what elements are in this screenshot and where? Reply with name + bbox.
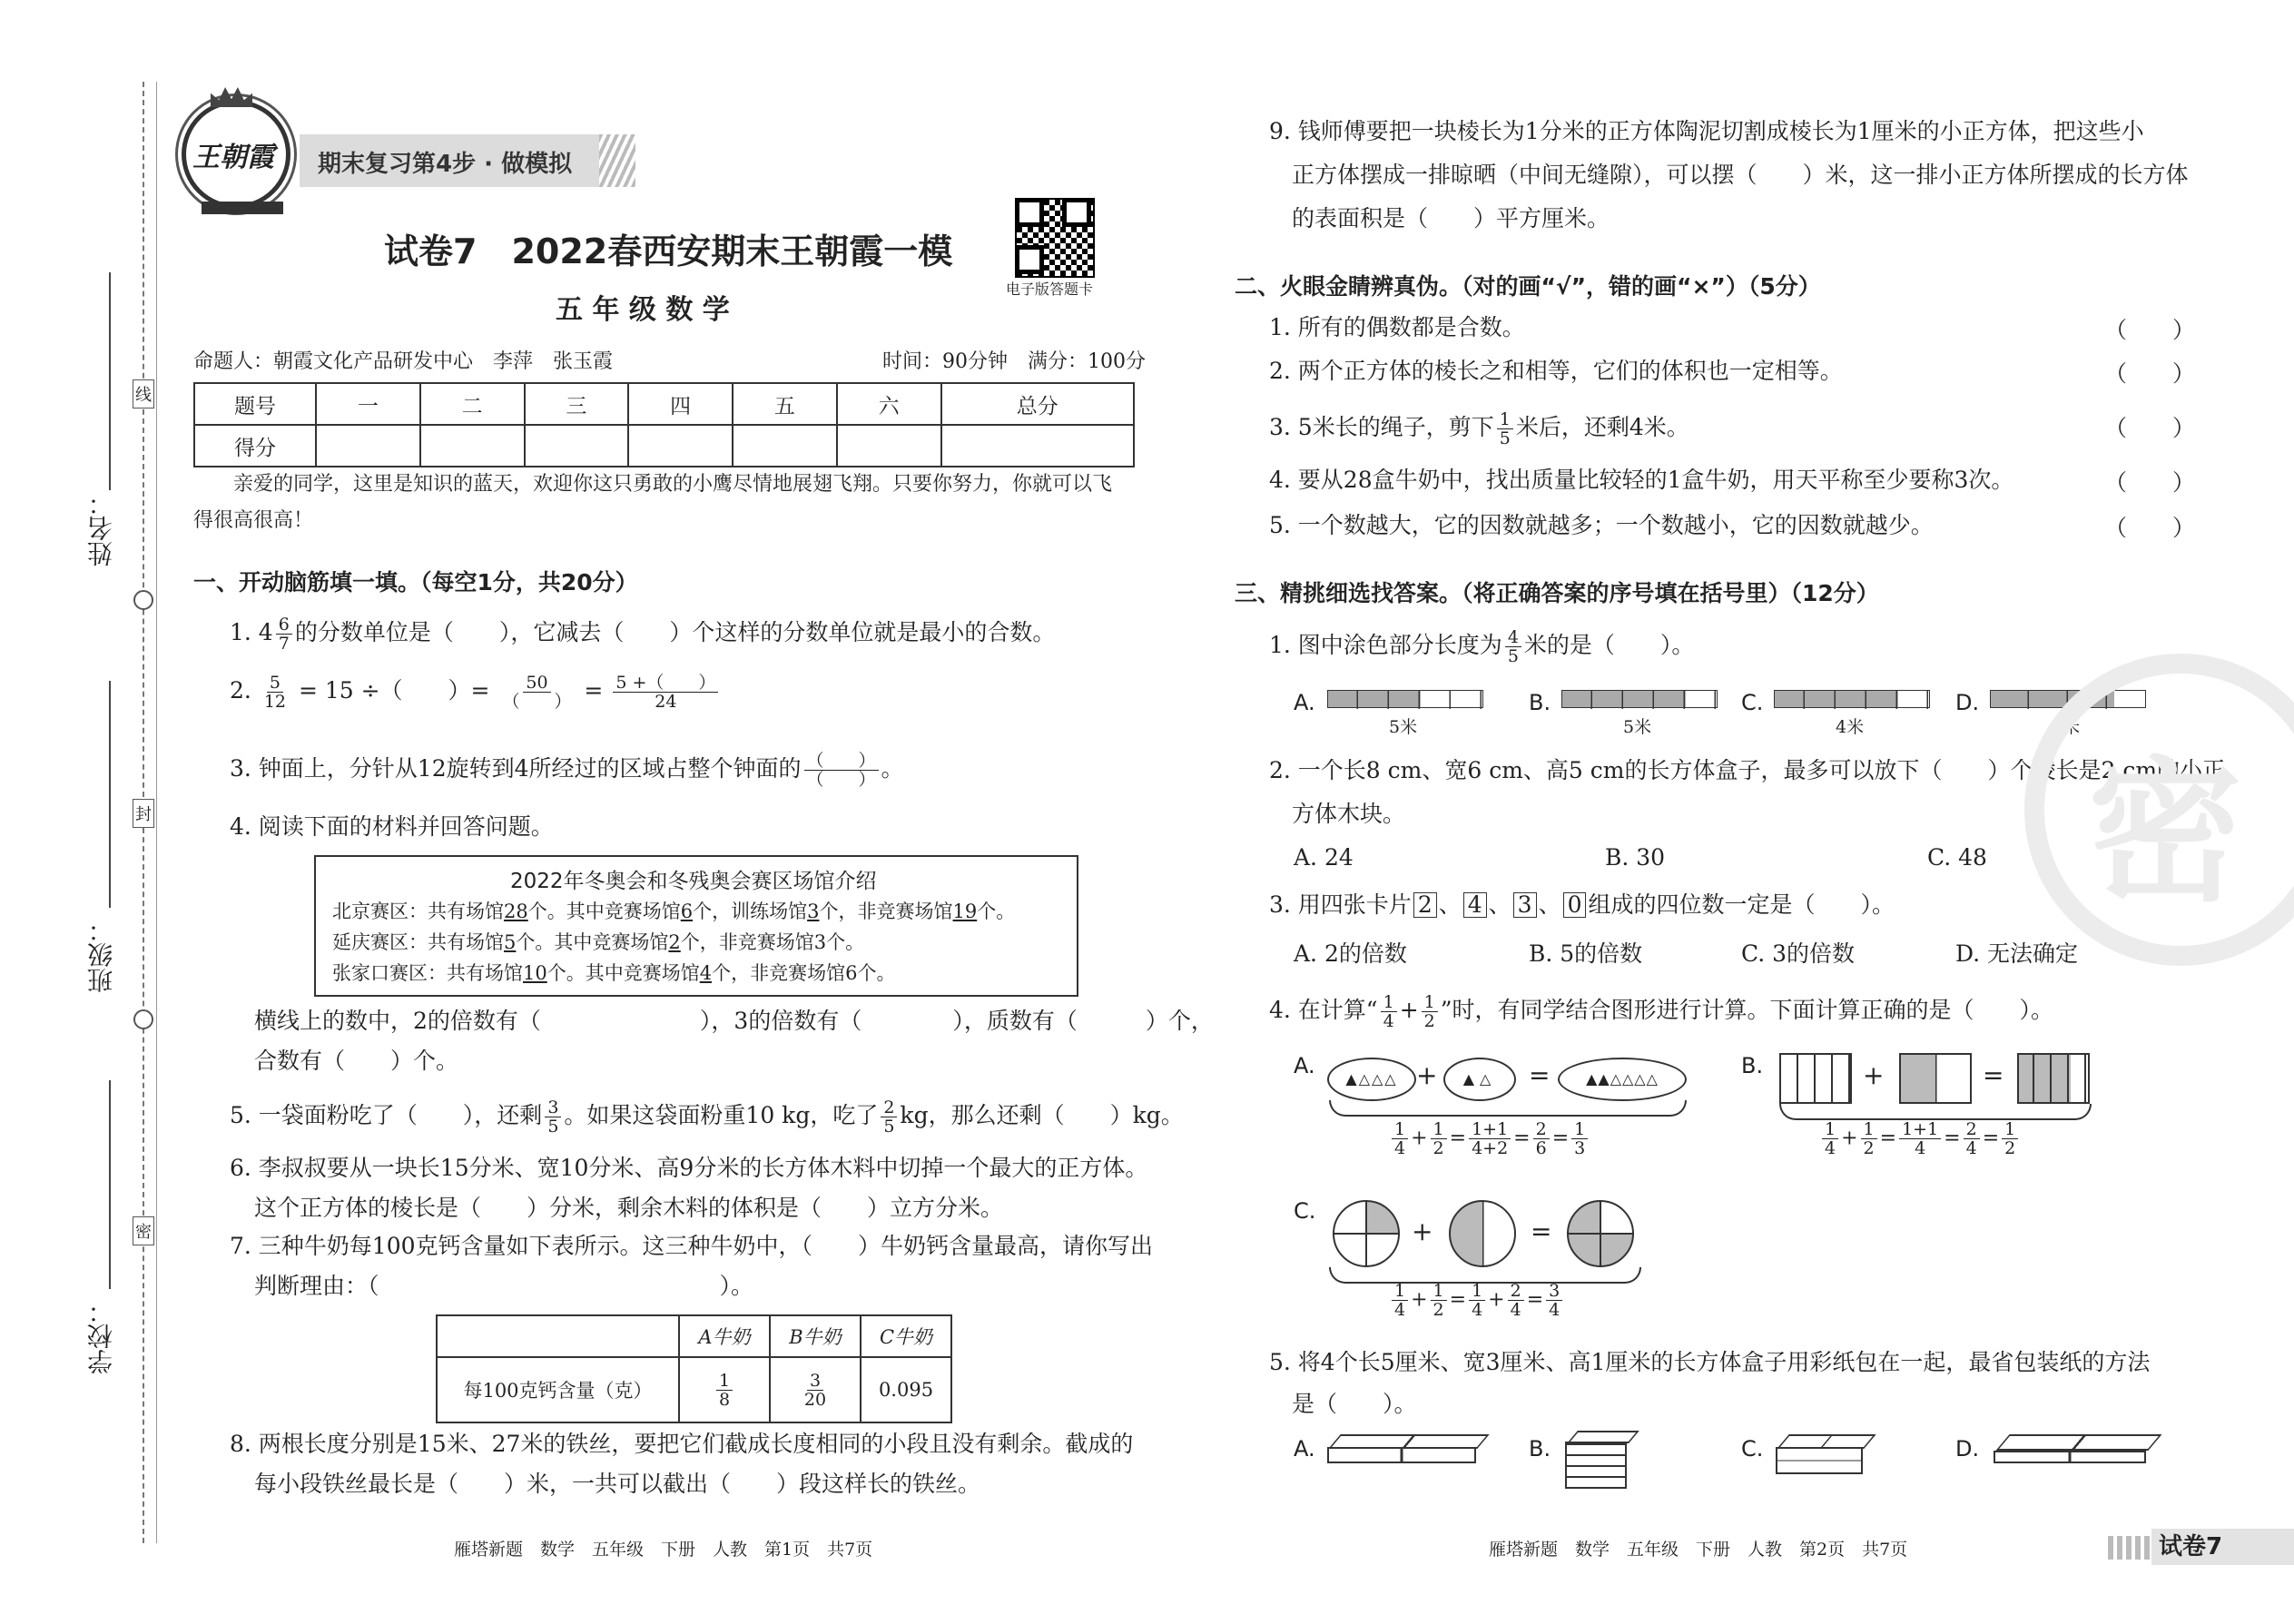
s3q1-opt-c-label: C. bbox=[1741, 690, 1764, 715]
logo-text: 王朝霞 bbox=[192, 142, 274, 173]
card-4: 0 bbox=[1563, 892, 1587, 918]
s1-q8a: 8. 两根长度分别是15米、27米的铁丝，要把它们截成长度相同的小段且没有剩余。截成的 bbox=[230, 1431, 1134, 1457]
s3q1-opt-a-label: A. bbox=[1294, 690, 1315, 715]
s1-q7a: 7. 三种牛奶每100克钙含量如下表所示。这三种牛奶中，（ ）牛奶钙含量最高，请你写出 bbox=[230, 1233, 1154, 1259]
s3-q2b: 方体木块。 bbox=[1292, 801, 1406, 827]
intro-line-1: 亲爱的同学，这里是知识的蓝天，欢迎你这只勇敢的小鹰尽情地展翅飞翔。只要你努力，你就可以飞 bbox=[233, 473, 1113, 496]
s1-q2: 2. $\frac{5}{12}$ = 15 ÷（ ）= $\frac{50}{( )}$ = $\frac{5 +( )}{24}$ bbox=[230, 674, 721, 711]
bar-ticks bbox=[1327, 690, 1482, 709]
intro-line-2: 得很高很高！ bbox=[193, 509, 314, 532]
s1-q6b: 这个正方体的棱长是（ ）分米，剩余木料的体积是（ ）立方分米。 bbox=[254, 1195, 1004, 1221]
qr-finder-tr bbox=[1062, 198, 1091, 227]
s2-q1: 1. 所有的偶数都是合数。 bbox=[1269, 314, 1525, 340]
s2-q5: 5. 一个数越大，它的因数就越多；一个数越小，它的因数就越少。 bbox=[1269, 512, 1934, 538]
oval-a1: ▲△△△ bbox=[1327, 1058, 1416, 1101]
name-field[interactable] bbox=[109, 272, 111, 490]
milk-value-row bbox=[437, 1357, 951, 1422]
s3q4-b-eq: $\frac{1}{4}$ + $\frac{1}{2}$ = $\frac{1+1}{4}$ = $\frac{2}{4}$ = $\frac{1}{2}$ bbox=[1819, 1120, 2021, 1157]
section3-heading: 三、精挑细选找答案。（将正确答案的序号填在括号里）（12分） bbox=[1235, 580, 1879, 606]
judge-answer[interactable]: （ ） bbox=[2104, 317, 2196, 343]
score-table bbox=[193, 382, 1135, 468]
qr-finder-bl bbox=[1015, 245, 1044, 274]
s3-q3-opt-b[interactable]: B. 5的倍数 bbox=[1529, 940, 1643, 967]
judge-answer[interactable]: （ ） bbox=[2104, 469, 2196, 496]
circle-c3-cross bbox=[1567, 1200, 1634, 1267]
equals-icon: = bbox=[1983, 1060, 2004, 1090]
score-input[interactable] bbox=[733, 425, 837, 467]
s3q4-opt-a-label: A. bbox=[1294, 1053, 1315, 1078]
exam-title: 试卷7 2022春西安期末王朝霞一模 bbox=[384, 231, 953, 271]
s3-q2-opt-a[interactable]: A. 24 bbox=[1294, 844, 1354, 871]
s3q1-unit-c: 4米 bbox=[1836, 717, 1865, 737]
logo-crown-icon bbox=[211, 87, 252, 107]
seal-char-secret: 密 bbox=[133, 1216, 154, 1245]
s3-q3-lead: 3. 用四张卡片 bbox=[1269, 891, 1412, 918]
venue-line-3: 张家口赛区：共有场馆10个。其中竞赛场馆4个，非竞赛场馆6个。 bbox=[332, 962, 896, 984]
score-label: 得分 bbox=[194, 425, 316, 467]
s3q4-a-eq: $\frac{1}{4}$ + $\frac{1}{2}$ = $\frac{1+1}{4+2}$ = $\frac{2}{6}$ = $\frac{1}{3}$ bbox=[1389, 1120, 1590, 1157]
milk-header: A牛奶 bbox=[679, 1315, 770, 1357]
score-input[interactable] bbox=[941, 425, 1135, 467]
score-cell: 总分 bbox=[941, 383, 1135, 425]
circle-c1-cross bbox=[1333, 1200, 1400, 1267]
box-b-front bbox=[1565, 1442, 1627, 1489]
plus-icon: + bbox=[1416, 1060, 1438, 1090]
bar-ticks bbox=[1561, 690, 1716, 709]
watermark-seal-char: 密 bbox=[2088, 743, 2243, 923]
s3q5-opt-b-label: B. bbox=[1529, 1436, 1551, 1462]
name-label: 姓名： bbox=[86, 490, 116, 566]
s2-q4: 4. 要从28盒牛奶中，找出质量比较轻的1盒牛奶，用天平称至少要称3次。 bbox=[1269, 467, 2014, 493]
score-input[interactable] bbox=[420, 425, 525, 467]
score-cell: 二 bbox=[420, 383, 525, 425]
exam-subtitle: 五 年 级 数 学 bbox=[556, 294, 730, 326]
time-score: 时间：90分钟 满分：100分 bbox=[882, 350, 1146, 373]
judge-answer[interactable]: （ ） bbox=[2104, 415, 2196, 441]
s3q1-unit-b: 5米 bbox=[1623, 717, 1652, 737]
class-label: 班级： bbox=[86, 917, 116, 993]
score-input[interactable] bbox=[837, 425, 941, 467]
score-cell: 一 bbox=[316, 383, 420, 425]
rect-b3-lines bbox=[2017, 1053, 2090, 1104]
s3q4-c-eq: $\frac{1}{4}$ + $\frac{1}{2}$ = $\frac{1}{4}$ + $\frac{2}{4}$ = $\frac{3}{4}$ bbox=[1389, 1282, 1565, 1319]
score-input[interactable] bbox=[628, 425, 733, 467]
s3q1-unit-d: 4米 bbox=[2052, 717, 2081, 737]
s3-q4: 4. 在计算“ $\frac{1}{4}$ + $\frac{1}{2}$ ”时，有同学结合图形进行计算。下面计算正确的是（ ）。 bbox=[1269, 992, 2054, 1031]
s3q1-unit-a: 5米 bbox=[1389, 717, 1418, 737]
score-cell: 五 bbox=[733, 383, 837, 425]
brace-b bbox=[1779, 1104, 2092, 1120]
section1-heading: 一、开动脑筋填一填。（每空1分，共20分） bbox=[193, 569, 638, 595]
seal-char-line: 线 bbox=[133, 379, 154, 408]
milk-header: B牛奶 bbox=[770, 1315, 861, 1357]
score-cell: 四 bbox=[628, 383, 733, 425]
equals-icon: = bbox=[1531, 1216, 1552, 1246]
school-field[interactable] bbox=[109, 1080, 111, 1289]
rect-b2 bbox=[1899, 1053, 1972, 1104]
bar-ticks bbox=[1774, 690, 1928, 709]
banner-text: 期末复习第4步 · 做模拟 bbox=[318, 151, 573, 178]
qr-label: 电子版答题卡 bbox=[1006, 281, 1094, 298]
score-value-row bbox=[194, 425, 1134, 467]
s3-q3-opt-d[interactable]: D. 无法确定 bbox=[1955, 940, 2079, 967]
banner-stripes bbox=[599, 134, 635, 187]
rect-b1 bbox=[1779, 1053, 1852, 1104]
r-q9c: 的表面积是（ ）平方厘米。 bbox=[1292, 205, 1610, 231]
binding-solid-line bbox=[156, 82, 157, 1543]
r-q9b: 正方体摆成一排晾晒（中间无缝隙），可以摆（ ）米，这一排小正方体所摆成的长方体 bbox=[1292, 162, 2189, 188]
score-cell: 三 bbox=[525, 383, 629, 425]
s3-q2-opt-c[interactable]: C. 48 bbox=[1927, 844, 1987, 871]
score-cell: 六 bbox=[837, 383, 941, 425]
venue-box-title: 2022年冬奥会和冬残奥会赛区场馆介绍 bbox=[510, 870, 877, 893]
s3q4-opt-b-label: B. bbox=[1741, 1053, 1764, 1078]
s3q5-opt-c-label: C. bbox=[1741, 1436, 1764, 1462]
s3-q3-opt-a[interactable]: A. 2的倍数 bbox=[1294, 940, 1407, 967]
score-input[interactable] bbox=[525, 425, 629, 467]
section2-heading: 二、火眼金睛辨真伪。（对的画“√”，错的画“×”）（5分） bbox=[1235, 273, 1821, 300]
box-c-front bbox=[1776, 1447, 1863, 1474]
box-d-front bbox=[1994, 1451, 2146, 1463]
s2-q2: 2. 两个正方体的棱长之和相等，它们的体积也一定相等。 bbox=[1269, 358, 1843, 384]
s1-q1: 1. 4 $\frac{6}{7}$ 的分数单位是（ ），它减去（ ）个这样的分数单位就是最小的合数。 bbox=[230, 615, 1056, 654]
binding-circle-2 bbox=[133, 1009, 153, 1029]
s1-q6a: 6. 李叔叔要从一块长15分米、宽10分米、高9分米的长方体木料中切掉一个最大的正方体。 bbox=[230, 1155, 1148, 1181]
s1-q7b: 判断理由：（ ）。 bbox=[254, 1273, 754, 1299]
score-cell: 题号 bbox=[194, 383, 316, 425]
binding-circle-1 bbox=[133, 590, 153, 610]
s1-q5: 5. 一袋面粉吃了（ ），还剩 $\frac{3}{5}$ 。如果这袋面粉重10 kg，吃了 $\frac{2}{5}$ kg，那么还剩（ ）kg。 bbox=[230, 1097, 1184, 1137]
venue-line-1: 北京赛区：共有场馆28个。其中竞赛场馆6个，训练场馆3个，非竞赛场馆19个。 bbox=[332, 901, 1016, 922]
s3-q3: 3. 用四张卡片 2 、 4 、 3 、 0 组成的四位数一定是（ ）。 bbox=[1269, 891, 1895, 918]
score-input[interactable] bbox=[316, 425, 420, 467]
card-1: 2 bbox=[1413, 892, 1437, 918]
s3-q3-tail: 组成的四位数一定是（ ）。 bbox=[1588, 891, 1895, 918]
milk-table bbox=[436, 1314, 952, 1423]
oval-a2: ▲△ bbox=[1443, 1058, 1516, 1101]
s1-q4-answer-b: 合数有（ ）个。 bbox=[254, 1048, 459, 1074]
s3-q5a: 5. 将4个长5厘米、宽3厘米、高1厘米的长方体盒子用彩纸包在一起，最省包装纸的方法 bbox=[1269, 1349, 2151, 1375]
footer-right: 雁塔新题 数学 五年级 下册 人教 第2页 共7页 bbox=[1489, 1540, 1908, 1560]
s3-q2-opt-b[interactable]: B. 30 bbox=[1605, 844, 1666, 871]
s3-q3-opt-c[interactable]: C. 3的倍数 bbox=[1741, 940, 1856, 967]
s2-q3: 3. 5米长的绳子，剪下 $\frac{1}{5}$ 米后，还剩4米。 bbox=[1269, 409, 1689, 448]
footer-left: 雁塔新题 数学 五年级 下册 人教 第1页 共7页 bbox=[454, 1540, 873, 1560]
seal-char-seal: 封 bbox=[133, 799, 154, 828]
plus-icon: + bbox=[1412, 1216, 1433, 1246]
milk-header-row bbox=[437, 1315, 951, 1357]
author-line: 命题人：朝霞文化产品研发中心 李萍 张玉霞 bbox=[193, 350, 614, 373]
s3q1-opt-d-label: D. bbox=[1955, 690, 1980, 715]
equals-icon: = bbox=[1529, 1060, 1551, 1090]
card-2: 4 bbox=[1463, 892, 1487, 918]
school-label: 学校： bbox=[86, 1298, 116, 1374]
s3q5-opt-d-label: D. bbox=[1955, 1436, 1980, 1462]
qr-finder-tl bbox=[1015, 198, 1044, 227]
class-field[interactable] bbox=[109, 681, 111, 908]
s1-q8b: 每小段铁丝最长是（ ）米，一共可以截出（ ）段这样长的铁丝。 bbox=[254, 1471, 981, 1497]
venue-line-2: 延庆赛区：共有场馆5个。其中竞赛场馆2个，非竞赛场馆3个。 bbox=[332, 931, 865, 953]
milk-row-label: 每100克钙含量（克） bbox=[437, 1357, 679, 1422]
milk-header: C牛奶 bbox=[861, 1315, 951, 1357]
s1-q4-answer-a: 横线上的数中，2的倍数有（ ），3的倍数有（ ），质数有（ ）个， bbox=[254, 1008, 1214, 1034]
footer-tab: 试卷7 bbox=[2151, 1529, 2294, 1565]
milk-c-value: 0.095 bbox=[861, 1357, 951, 1422]
s3-q2a: 2. 一个长8 cm、宽6 cm、高5 cm的长方体盒子，最多可以放下（ ）个棱长是2 cm的小正 bbox=[1269, 757, 2226, 783]
circle-c2 bbox=[1449, 1200, 1516, 1267]
footer-stripes bbox=[2108, 1536, 2150, 1560]
s3q1-opt-b-label: B. bbox=[1529, 690, 1551, 715]
brace-a bbox=[1329, 1100, 1687, 1117]
s1-q3: 3. 钟面上，分针从12旋转到4所经过的区域占整个钟面的 $\frac{( )}{( )}$ 。 bbox=[230, 751, 904, 790]
s3q4-opt-c-label: C. bbox=[1294, 1198, 1316, 1224]
s1-q4: 4. 阅读下面的材料并回答问题。 bbox=[230, 813, 554, 840]
s3-q1: 1. 图中涂色部分长度为 $\frac{4}{5}$ 米的是（ ）。 bbox=[1269, 627, 1695, 666]
r-q9a: 9. 钱师傅要把一块棱长为1分米的正方体陶泥切割成棱长为1厘米的小正方体，把这些小 bbox=[1269, 118, 2144, 144]
milk-b-value: $\frac{3}{20}$ bbox=[770, 1357, 861, 1422]
oval-a3: ▲▲△△△△ bbox=[1558, 1058, 1687, 1101]
s3q5-opt-a-label: A. bbox=[1294, 1436, 1315, 1462]
milk-cell bbox=[437, 1315, 679, 1357]
milk-a-value: $\frac{1}{8}$ bbox=[679, 1357, 770, 1422]
plus-icon: + bbox=[1863, 1060, 1885, 1090]
logo-ribbon bbox=[202, 202, 283, 214]
score-header-row bbox=[194, 383, 1134, 425]
judge-answer[interactable]: （ ） bbox=[2104, 360, 2196, 387]
s3-q5b: 是（ ）。 bbox=[1292, 1391, 1417, 1417]
box-d-top bbox=[1995, 1434, 2161, 1451]
card-3: 3 bbox=[1513, 892, 1537, 918]
box-a-front bbox=[1327, 1447, 1476, 1463]
judge-answer[interactable]: （ ） bbox=[2104, 515, 2196, 541]
